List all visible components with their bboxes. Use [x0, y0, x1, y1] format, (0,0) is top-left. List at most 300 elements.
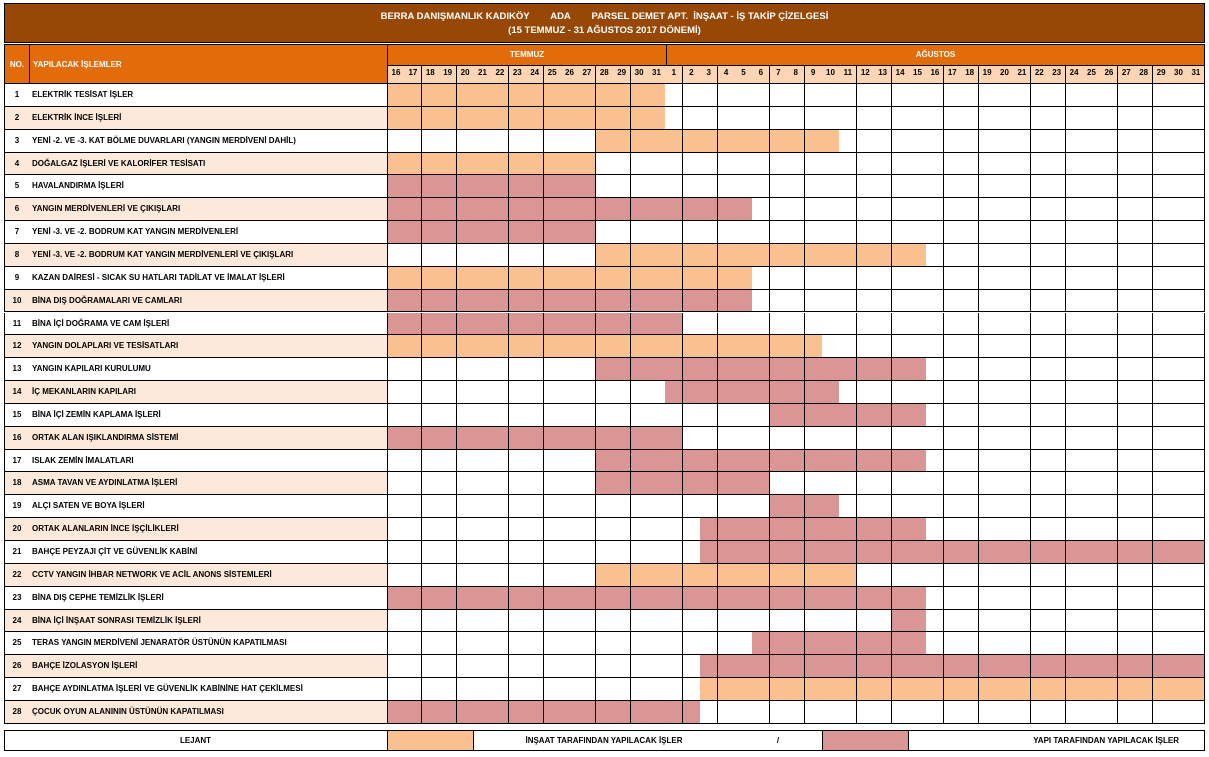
gantt-cell: [491, 198, 509, 221]
gantt-cell: [613, 107, 631, 130]
gantt-cell: [1135, 313, 1153, 336]
gantt-cell: [1100, 495, 1118, 518]
gantt-cell: [578, 107, 596, 130]
gantt-cell: [839, 84, 857, 107]
gantt-cell: [996, 358, 1014, 381]
gantt-cell: [596, 290, 614, 313]
gantt-cell: [979, 564, 997, 587]
gantt-cell: [787, 678, 805, 701]
task-name: YENİ -2. VE -3. KAT BÖLME DUVARLARI (YANGIN MERDİVENİ DAHİL): [29, 130, 388, 153]
gantt-cell: [404, 450, 422, 473]
gantt-cell: [439, 564, 457, 587]
gantt-cell: [1048, 84, 1066, 107]
gantt-cell: [1118, 610, 1136, 633]
gantt-cell: [700, 587, 718, 610]
gantt-cell: [996, 290, 1014, 313]
gantt-cell: [857, 358, 875, 381]
gantt-cell: [596, 632, 614, 655]
gantt-cell: [509, 84, 527, 107]
gantt-cell: [1118, 244, 1136, 267]
gantt-cell: [839, 587, 857, 610]
gantt-cell: [996, 427, 1014, 450]
gantt-cell: [909, 678, 927, 701]
gantt-cell: [822, 564, 840, 587]
gantt-cell: [874, 701, 892, 724]
task-name: BİNA DIŞ DOĞRAMALARI VE CAMLARI: [29, 290, 388, 313]
gantt-cell: [1187, 198, 1205, 221]
gantt-cell: [1153, 221, 1171, 244]
gantt-cell: [631, 84, 649, 107]
gantt-cell: [805, 450, 823, 473]
gantt-cell: [509, 587, 527, 610]
gantt-cell: [1048, 107, 1066, 130]
gantt-cell: [387, 221, 405, 244]
gantt-cell: [1083, 587, 1101, 610]
gantt-cell: [474, 221, 492, 244]
gantt-cell: [665, 290, 683, 313]
gantt-cell: [874, 153, 892, 176]
gantt-cell: [1031, 610, 1049, 633]
gantt-cell: [944, 130, 962, 153]
gantt-cell: [404, 153, 422, 176]
gantt-cell: [822, 632, 840, 655]
gantt-cell: [839, 701, 857, 724]
gantt-cell: [526, 130, 544, 153]
gantt-cell: [491, 541, 509, 564]
gantt-cell: [509, 221, 527, 244]
gantt-cell: [665, 541, 683, 564]
gantt-cell: [404, 427, 422, 450]
gantt-cell: [1066, 313, 1084, 336]
gantt-cell: [909, 450, 927, 473]
gantt-cell: [857, 130, 875, 153]
gantt-cell: [1031, 587, 1049, 610]
gantt-cell: [752, 244, 770, 267]
gantt-cell: [1031, 495, 1049, 518]
gantt-cell: [857, 198, 875, 221]
gantt-cell: [1083, 221, 1101, 244]
gantt-cell: [457, 495, 475, 518]
gantt-cell: [1083, 267, 1101, 290]
gantt-cell: [1170, 587, 1188, 610]
gantt-cell: [979, 290, 997, 313]
gantt-cell: [404, 564, 422, 587]
gantt-cell: [561, 541, 579, 564]
gantt-cell: [491, 701, 509, 724]
gantt-cell: [892, 495, 910, 518]
gantt-cell: [770, 221, 788, 244]
gantt-cell: [387, 541, 405, 564]
gantt-cell: [1031, 198, 1049, 221]
gantt-cell: [700, 84, 718, 107]
gantt-cell: [839, 427, 857, 450]
gantt-cell: [1031, 518, 1049, 541]
gantt-cell: [700, 290, 718, 313]
gantt-cell: [839, 610, 857, 633]
gantt-cell: [909, 130, 927, 153]
gantt-cell: [578, 450, 596, 473]
gantt-cell: [1048, 130, 1066, 153]
gantt-cell: [805, 632, 823, 655]
gantt-cell: [1048, 221, 1066, 244]
gantt-cell: [613, 130, 631, 153]
gantt-cell: [752, 587, 770, 610]
gantt-cell: [544, 518, 562, 541]
gantt-cell: [892, 404, 910, 427]
gantt-cell: [404, 518, 422, 541]
day-label: 30: [631, 66, 649, 84]
gantt-cell: [787, 130, 805, 153]
gantt-cell: [439, 632, 457, 655]
gantt-cell: [544, 404, 562, 427]
gantt-cell: [1170, 381, 1188, 404]
gantt-cell: [509, 678, 527, 701]
task-name: BİNA İÇİ İNŞAAT SONRASI TEMİZLİK İŞLERİ: [29, 610, 388, 633]
gantt-cell: [839, 313, 857, 336]
gantt-cell: [874, 313, 892, 336]
task-number: 27: [4, 678, 30, 701]
gantt-cell: [561, 335, 579, 358]
task-name: YANGIN DOLAPLARI VE TESİSATLARI: [29, 335, 388, 358]
gantt-cell: [822, 335, 840, 358]
gantt-cell: [1100, 427, 1118, 450]
gantt-cell: [578, 564, 596, 587]
gantt-cell: [1118, 381, 1136, 404]
gantt-cell: [857, 678, 875, 701]
gantt-cell: [944, 518, 962, 541]
gantt-cell: [700, 450, 718, 473]
gantt-cell: [1100, 610, 1118, 633]
gantt-cell: [1013, 632, 1031, 655]
gantt-cell: [1013, 358, 1031, 381]
gantt-cell: [491, 632, 509, 655]
gantt-cell: [839, 244, 857, 267]
gantt-cell: [909, 244, 927, 267]
gantt-cell: [1066, 84, 1084, 107]
gantt-cell: [1135, 267, 1153, 290]
gantt-cell: [422, 130, 440, 153]
gantt-cell: [613, 427, 631, 450]
gantt-cell: [474, 427, 492, 450]
gantt-cell: [874, 84, 892, 107]
gantt-cell: [491, 107, 509, 130]
gantt-cell: [1187, 518, 1205, 541]
gantt-cell: [874, 632, 892, 655]
gantt-cell: [735, 404, 753, 427]
gantt-cell: [926, 107, 944, 130]
gantt-cell: [1187, 107, 1205, 130]
gantt-cell: [1013, 335, 1031, 358]
gantt-cell: [700, 130, 718, 153]
task-name: YANGIN MERDİVENLERİ VE ÇIKIŞLARI: [29, 198, 388, 221]
gantt-cell: [665, 244, 683, 267]
gantt-cell: [422, 107, 440, 130]
gantt-cell: [1153, 313, 1171, 336]
gantt-cell: [979, 655, 997, 678]
gantt-cell: [596, 153, 614, 176]
gantt-cell: [1170, 564, 1188, 587]
gantt-cell: [509, 107, 527, 130]
gantt-cell: [1153, 175, 1171, 198]
gantt-cell: [457, 130, 475, 153]
gantt-cell: [787, 107, 805, 130]
gantt-cell: [631, 107, 649, 130]
gantt-cell: [439, 84, 457, 107]
gantt-cell: [1118, 587, 1136, 610]
gantt-cell: [526, 450, 544, 473]
gantt-cell: [526, 335, 544, 358]
gantt-cell: [926, 244, 944, 267]
gantt-cell: [683, 84, 701, 107]
gantt-cell: [822, 381, 840, 404]
gantt-cell: [857, 450, 875, 473]
gantt-cell: [544, 175, 562, 198]
task-number: 22: [4, 564, 30, 587]
gantt-cell: [979, 518, 997, 541]
gantt-cell: [387, 290, 405, 313]
gantt-cell: [578, 175, 596, 198]
gantt-cell: [822, 84, 840, 107]
gantt-cell: [613, 678, 631, 701]
gantt-cell: [457, 632, 475, 655]
gantt-cell: [770, 495, 788, 518]
gantt-cell: [1187, 267, 1205, 290]
gantt-cell: [404, 175, 422, 198]
gantt-cell: [752, 610, 770, 633]
gantt-cell: [387, 427, 405, 450]
gantt-cell: [1100, 450, 1118, 473]
gantt-cell: [1083, 313, 1101, 336]
gantt-cell: [892, 175, 910, 198]
gantt-cell: [892, 541, 910, 564]
gantt-cell: [874, 404, 892, 427]
task-number: 6: [4, 198, 30, 221]
gantt-cell: [474, 541, 492, 564]
gantt-cell: [578, 358, 596, 381]
gantt-cell: [387, 313, 405, 336]
gantt-cell: [926, 198, 944, 221]
gantt-cell: [874, 655, 892, 678]
gantt-cell: [665, 655, 683, 678]
gantt-cell: [665, 632, 683, 655]
gantt-cell: [544, 84, 562, 107]
gantt-cell: [944, 267, 962, 290]
gantt-cell: [961, 198, 979, 221]
gantt-cell: [422, 153, 440, 176]
gantt-cell: [526, 313, 544, 336]
gantt-cell: [874, 198, 892, 221]
gantt-cell: [979, 381, 997, 404]
gantt-cell: [631, 381, 649, 404]
gantt-cell: [1013, 678, 1031, 701]
task-number: 12: [4, 335, 30, 358]
gantt-cell: [735, 358, 753, 381]
gantt-cell: [735, 107, 753, 130]
gantt-cell: [387, 472, 405, 495]
gantt-cell: [892, 472, 910, 495]
gantt-cell: [1135, 130, 1153, 153]
gantt-cell: [909, 610, 927, 633]
gantt-cell: [491, 244, 509, 267]
gantt-cell: [1083, 358, 1101, 381]
gantt-cell: [752, 198, 770, 221]
gantt-cell: [544, 427, 562, 450]
gantt-cell: [979, 701, 997, 724]
gantt-cell: [387, 655, 405, 678]
gantt-cell: [857, 107, 875, 130]
gantt-cell: [1187, 313, 1205, 336]
day-label: 22: [491, 66, 509, 84]
gantt-cell: [1170, 358, 1188, 381]
gantt-cell: [996, 130, 1014, 153]
gantt-cell: [387, 404, 405, 427]
gantt-cell: [944, 450, 962, 473]
gantt-cell: [1048, 678, 1066, 701]
gantt-cell: [1153, 450, 1171, 473]
gantt-cell: [544, 472, 562, 495]
gantt-cell: [561, 358, 579, 381]
gantt-cell: [1013, 175, 1031, 198]
gantt-cell: [422, 678, 440, 701]
gantt-cell: [439, 267, 457, 290]
gantt-cell: [1135, 472, 1153, 495]
gantt-cell: [439, 107, 457, 130]
gantt-cell: [1066, 518, 1084, 541]
gantt-cell: [944, 335, 962, 358]
legend-swatch-yapi: [822, 730, 909, 751]
gantt-cell: [526, 495, 544, 518]
legend-swatch-insaat: [387, 730, 474, 751]
gantt-cell: [874, 541, 892, 564]
gantt-cell: [700, 244, 718, 267]
gantt-cell: [805, 564, 823, 587]
gantt-cell: [996, 153, 1014, 176]
gantt-cell: [892, 381, 910, 404]
gantt-cell: [631, 450, 649, 473]
gantt-cell: [1083, 427, 1101, 450]
gantt-cell: [613, 472, 631, 495]
gantt-cell: [526, 267, 544, 290]
gantt-cell: [544, 541, 562, 564]
gantt-cell: [961, 335, 979, 358]
gantt-cell: [1187, 610, 1205, 633]
gantt-cell: [944, 541, 962, 564]
gantt-cell: [1031, 427, 1049, 450]
gantt-cell: [457, 221, 475, 244]
gantt-cell: [926, 221, 944, 244]
gantt-cell: [439, 221, 457, 244]
gantt-cell: [1135, 290, 1153, 313]
gantt-cell: [596, 404, 614, 427]
gantt-cell: [996, 381, 1014, 404]
gantt-cell: [631, 313, 649, 336]
gantt-cell: [665, 587, 683, 610]
gantt-cell: [596, 518, 614, 541]
gantt-cell: [631, 564, 649, 587]
gantt-cell: [996, 404, 1014, 427]
gantt-cell: [439, 495, 457, 518]
gantt-cell: [961, 130, 979, 153]
gantt-cell: [596, 472, 614, 495]
gantt-cell: [544, 587, 562, 610]
gantt-cell: [1170, 632, 1188, 655]
gantt-cell: [578, 610, 596, 633]
gantt-cell: [1153, 107, 1171, 130]
gantt-cell: [665, 404, 683, 427]
gantt-cell: [439, 313, 457, 336]
gantt-cell: [735, 84, 753, 107]
gantt-cell: [839, 472, 857, 495]
gantt-cell: [1031, 175, 1049, 198]
gantt-cell: [509, 518, 527, 541]
gantt-cell: [404, 678, 422, 701]
gantt-cell: [944, 495, 962, 518]
gantt-cell: [718, 290, 736, 313]
task-number: 5: [4, 175, 30, 198]
gantt-cell: [422, 587, 440, 610]
gantt-cell: [944, 221, 962, 244]
gantt-cell: [404, 198, 422, 221]
gantt-cell: [944, 175, 962, 198]
gantt-cell: [700, 358, 718, 381]
day-label: 26: [1100, 66, 1118, 84]
gantt-cell: [996, 632, 1014, 655]
gantt-cell: [457, 153, 475, 176]
gantt-cell: [422, 701, 440, 724]
gantt-cell: [1153, 655, 1171, 678]
gantt-cell: [648, 564, 666, 587]
gantt-cell: [874, 244, 892, 267]
gantt-cell: [1118, 198, 1136, 221]
gantt-cell: [439, 587, 457, 610]
gantt-cell: [665, 130, 683, 153]
gantt-cell: [1153, 244, 1171, 267]
gantt-cell: [439, 153, 457, 176]
gantt-cell: [1031, 313, 1049, 336]
gantt-cell: [1135, 404, 1153, 427]
gantt-cell: [1135, 655, 1153, 678]
gantt-cell: [457, 427, 475, 450]
gantt-cell: [631, 541, 649, 564]
gantt-cell: [752, 541, 770, 564]
gantt-cell: [1031, 335, 1049, 358]
gantt-cell: [1187, 541, 1205, 564]
gantt-cell: [770, 130, 788, 153]
gantt-cell: [1153, 130, 1171, 153]
gantt-cell: [735, 221, 753, 244]
gantt-cell: [1135, 107, 1153, 130]
gantt-cell: [422, 313, 440, 336]
gantt-cell: [613, 358, 631, 381]
gantt-cell: [996, 313, 1014, 336]
gantt-cell: [683, 244, 701, 267]
gantt-cell: [509, 153, 527, 176]
gantt-cell: [1153, 564, 1171, 587]
gantt-cell: [1170, 130, 1188, 153]
gantt-cell: [961, 632, 979, 655]
gantt-cell: [926, 267, 944, 290]
gantt-cell: [1187, 472, 1205, 495]
gantt-cell: [909, 495, 927, 518]
gantt-cell: [979, 495, 997, 518]
gantt-cell: [1066, 541, 1084, 564]
gantt-cell: [1048, 495, 1066, 518]
gantt-cell: [387, 107, 405, 130]
gantt-cell: [509, 541, 527, 564]
gantt-cell: [926, 130, 944, 153]
task-number: 16: [4, 427, 30, 450]
gantt-cell: [1187, 495, 1205, 518]
